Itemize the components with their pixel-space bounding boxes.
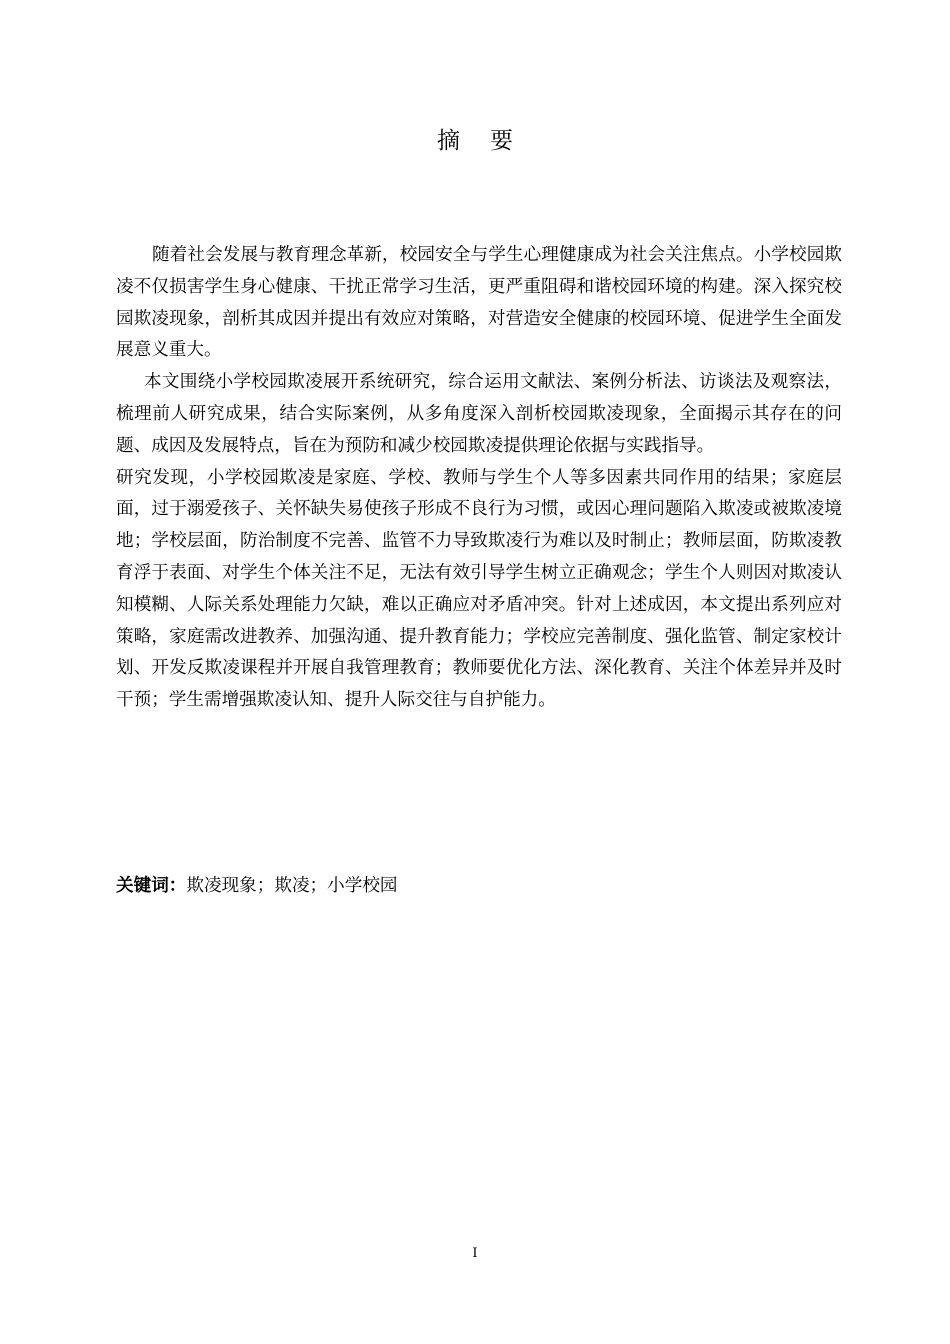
abstract-paragraph-1: 随着社会发展与教育理念革新，校园安全与学生心理健康成为社会关注焦点。小学校园欺凌不仅损害学生身心健康、干扰正常学习生活，更严重阻碍和谐校园环境的构建。深入探究校园欺凌现象，剖析其成因并提出有效应对策略，对营造安全健康的校园环境、促进学生全面发展意义重大。 [116, 245, 842, 361]
keywords-line [116, 872, 398, 900]
abstract-paragraph-2: 本文围绕小学校园欺凌展开系统研究，综合运用文献法、案例分析法、访谈法及观察法，梳理前人研究成果，结合实际案例，从多角度深入剖析校园欺凌现象，全面揭示其存在的问题、成因及发展特点，旨在为预防和减少校园欺凌提供理论依据与实践指导。 [116, 372, 842, 456]
abstract-title: 摘要 [437, 128, 543, 154]
abstract-body [116, 240, 842, 717]
keywords-label: 关键词： [116, 876, 187, 896]
abstract-paragraph-3: 研究发现，小学校园欺凌是家庭、学校、教师与学生个人等多因素共同作用的结果；家庭层面，过于溺爱孩子、关怀缺失易使孩子形成不良行为习惯，或因心理问题陷入欺凌或被欺凌境地；学校层面，防治制度不完善、监管不力导致欺凌行为难以及时制止；教师层面，防欺凌教育浮于表面、对学生个体关注不足，无法有效引导学生树立正确观念；学生个人则因对欺凌认知模糊、人际关系处理能力欠缺，难以正确应对矛盾冲突。针对上述成因，本文提出系列应对策略，家庭需改进教养、加强沟通、提升教育能力；学校应完善制度、强化监管、制定家校计划、开发反欺凌课程并开展自我管理教育；教师要优化方法、深化教育、关注个体差异并及时干预；学生需增强欺凌认知、提升人际交往与自护能力。 [116, 467, 842, 711]
page-number: I [472, 1246, 478, 1261]
keywords-value: 欺凌现象；欺凌；小学校园 [186, 876, 398, 896]
